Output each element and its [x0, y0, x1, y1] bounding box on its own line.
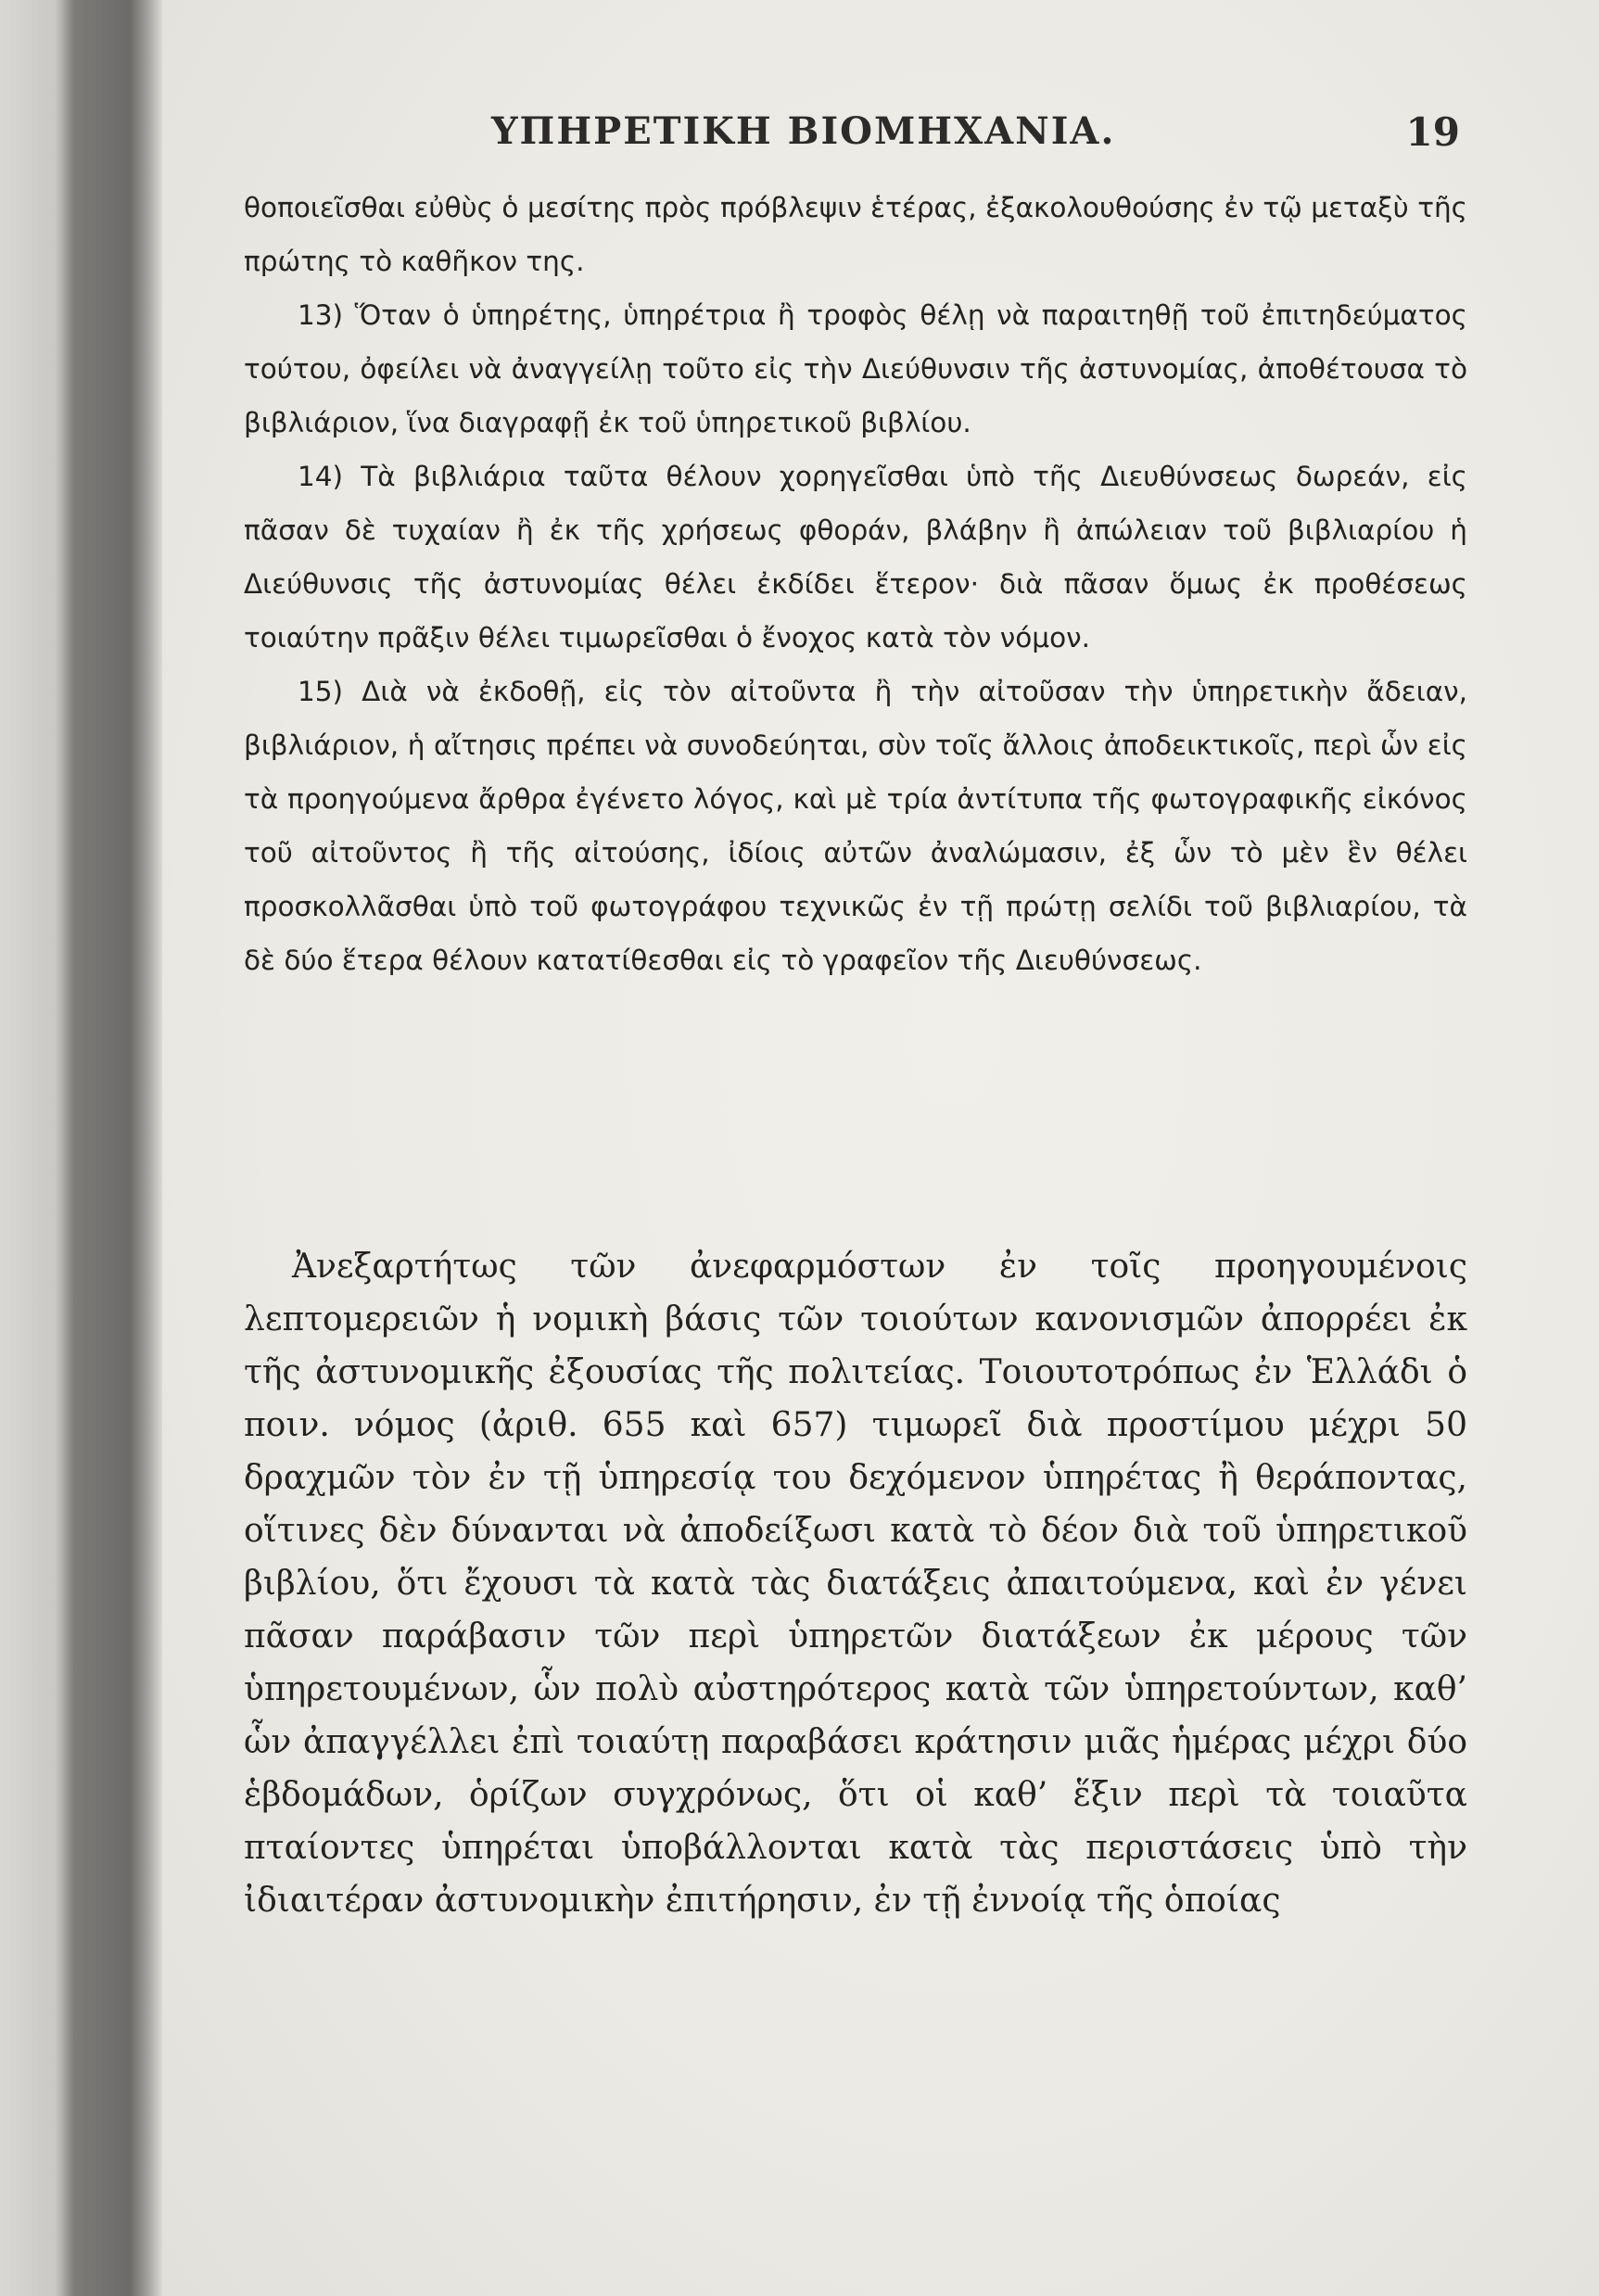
page-number: 19 [1405, 109, 1460, 155]
article-continuation: θοποιεῖσθαι εὐθὺς ὁ μεσίτης πρὸς πρόβλεψιν ἑτέρας, ἐξακολουθούσης ἐν τῷ μεταξὺ τῆς πρώτης τὸ καθῆκον της. [244, 192, 1467, 277]
binding-shadow [0, 0, 162, 2296]
page-header [162, 109, 1599, 165]
article-15: 15) Διὰ νὰ ἐκδοθῇ, εἰς τὸν αἰτοῦντα ἢ τὴν αἰτοῦσαν τὴν ὑπηρετικὴν ἄδειαν, βιβλιάριον, ἡ αἴτησις πρέπει νὰ συνοδεύηται, σὺν τοῖς ἄλλοις ἀποδεικτικοῖς, περὶ ὧν εἰς τὰ προηγούμενα ἄρθρα ἐγένετο λόγος, καὶ μὲ τρία ἀντίτυπα τῆς φωτογραφικῆς εἰκόνος τοῦ αἰτοῦντος ἢ τῆς αἰτούσης, ἰδίοις αὐτῶν ἀναλώμασιν, ἐξ ὧν τὸ μὲν ἓν θέλει προσκολλᾶσθαι ὑπὸ τοῦ φωτογράφου τεχνικῶς ἐν τῇ πρώτῃ σελίδι τοῦ βιβλιαρίου, τὰ δὲ δύο ἕτερα θέλουν κατατίθεσθαι εἰς τὸ γραφεῖον τῆς Διευθύνσεως. [244, 676, 1467, 976]
running-title: ΥΠΗΡΕΤΙΚΗ ΒΙΟΜΗΧΑΝΙΑ. [491, 109, 1116, 153]
commentary-paragraph: Ἀνεξαρτήτως τῶν ἀνεφαρμόστων ἐν τοῖς προηγουμένοις λεπτομερειῶν ἡ νομικὴ βάσις τῶν τοιούτων κανονισμῶν ἀπορρέει ἐκ τῆς ἀστυνομικῆς ἐξουσίας τῆς πολιτείας. Τοιουτοτρόπως ἐν Ἑλλάδι ὁ ποιν. νόμος (ἀριθ. 655 καὶ 657) τιμωρεῖ διὰ προστίμου μέχρι 50 δραχμῶν τὸν ἐν τῇ ὑπηρεσίᾳ του δεχόμενον ὑπηρέτας ἢ θεράποντας, οἵτινες δὲν δύνανται νὰ ἀποδείξωσι κατὰ τὸ δέον διὰ τοῦ ὑπηρετικοῦ βιβλίου, ὅτι ἔχουσι τὰ κατὰ τὰς διατάξεις ἀπαιτούμενα, καὶ ἐν γένει πᾶσαν παράβασιν τῶν περὶ ὑπηρετῶν διατάξεων ἐκ μέρους τῶν ὑπηρετουμένων, ὧν πολὺ αὐστηρότερος κατὰ τῶν ὑπηρετούντων, καθ’ ὧν ἀπαγγέλλει ἐπὶ τοιαύτῃ παραβάσει κράτησιν μιᾶς ἡμέρας μέχρι δύο ἑβδομάδων, ὁρίζων συγχρόνως, ὅτι οἱ καθ’ ἕξιν περὶ τὰ τοιαῦτα πταίοντες ὑπηρέται ὑποβάλλονται κατὰ τὰς περιστάσεις ὑπὸ τὴν ἰδιαιτέραν ἀστυνομικὴν ἐπιτήρησιν, ἐν τῇ ἐννοίᾳ τῆς ὁποίας [244, 1248, 1467, 1920]
regulation-articles [244, 181, 1467, 987]
commentary-section [244, 1240, 1467, 1927]
article-14: 14) Τὰ βιβλιάρια ταῦτα θέλουν χορηγεῖσθαι ὑπὸ τῆς Διευθύνσεως δωρεάν, εἰς πᾶσαν δὲ τυχαίαν ἢ ἐκ τῆς χρήσεως φθοράν, βλάβην ἢ ἀπώλειαν τοῦ βιβλιαρίου ἡ Διεύθυνσις τῆς ἀστυνομίας θέλει ἐκδίδει ἕτερον· διὰ πᾶσαν ὅμως ἐκ προθέσεως τοιαύτην πρᾶξιν θέλει τιμωρεῖσθαι ὁ ἔνοχος κατὰ τὸν νόμον. [244, 461, 1467, 653]
book-page [162, 0, 1599, 2296]
article-13: 13) Ὅταν ὁ ὑπηρέτης, ὑπηρέτρια ἢ τροφὸς θέλῃ νὰ παραιτηθῇ τοῦ ἐπιτηδεύματος τούτου, ὀφείλει νὰ ἀναγγείλῃ τοῦτο εἰς τὴν Διεύθυνσιν τῆς ἀστυνομίας, ἀποθέτουσα τὸ βιβλιάριον, ἵνα διαγραφῇ ἐκ τοῦ ὑπηρετικοῦ βιβλίου. [244, 299, 1467, 438]
